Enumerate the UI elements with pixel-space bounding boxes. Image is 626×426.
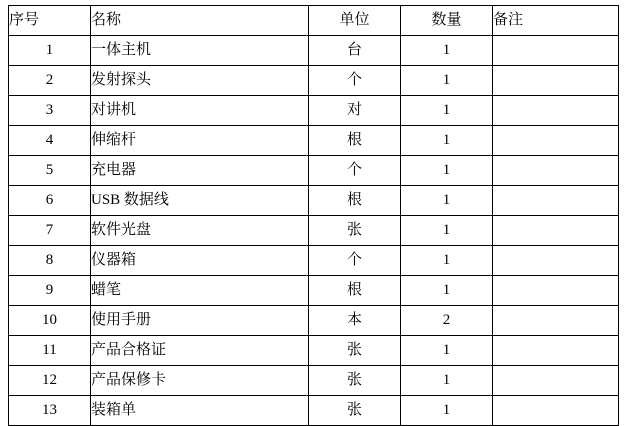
cell-name: 仪器箱 — [91, 246, 309, 276]
table-header-row — [9, 6, 619, 36]
cell-unit: 本 — [309, 306, 401, 336]
cell-name: 软件光盘 — [91, 216, 309, 246]
cell-name: 伸缩杆 — [91, 126, 309, 156]
cell-note — [493, 396, 619, 426]
cell-index: 1 — [9, 36, 91, 66]
cell-name: 装箱单 — [91, 396, 309, 426]
cell-unit: 个 — [309, 66, 401, 96]
cell-unit: 对 — [309, 96, 401, 126]
table-row — [9, 366, 619, 396]
cell-index: 10 — [9, 306, 91, 336]
cell-qty: 1 — [401, 216, 493, 246]
cell-note — [493, 126, 619, 156]
column-header-name: 名称 — [91, 6, 309, 36]
table-row — [9, 156, 619, 186]
cell-name: USB 数据线 — [91, 186, 309, 216]
table-row — [9, 66, 619, 96]
cell-name: 充电器 — [91, 156, 309, 186]
cell-qty: 1 — [401, 246, 493, 276]
cell-qty: 1 — [401, 156, 493, 186]
cell-index: 11 — [9, 336, 91, 366]
cell-qty: 1 — [401, 96, 493, 126]
table-row — [9, 36, 619, 66]
cell-name: 使用手册 — [91, 306, 309, 336]
cell-note — [493, 246, 619, 276]
cell-index: 6 — [9, 186, 91, 216]
cell-index: 5 — [9, 156, 91, 186]
cell-note — [493, 96, 619, 126]
cell-name: 一体主机 — [91, 36, 309, 66]
cell-index: 4 — [9, 126, 91, 156]
table-row — [9, 306, 619, 336]
cell-qty: 1 — [401, 186, 493, 216]
table-row — [9, 276, 619, 306]
cell-unit: 张 — [309, 396, 401, 426]
cell-note — [493, 306, 619, 336]
column-header-index: 序号 — [9, 6, 91, 36]
cell-unit: 个 — [309, 246, 401, 276]
cell-index: 9 — [9, 276, 91, 306]
table-row — [9, 336, 619, 366]
table-row — [9, 396, 619, 426]
cell-qty: 1 — [401, 276, 493, 306]
cell-name: 产品保修卡 — [91, 366, 309, 396]
cell-index: 3 — [9, 96, 91, 126]
cell-qty: 1 — [401, 66, 493, 96]
table-row — [9, 96, 619, 126]
cell-name: 蜡笔 — [91, 276, 309, 306]
column-header-unit: 单位 — [309, 6, 401, 36]
cell-index: 13 — [9, 396, 91, 426]
column-header-note: 备注 — [493, 6, 619, 36]
table-row — [9, 126, 619, 156]
cell-qty: 1 — [401, 36, 493, 66]
cell-unit: 个 — [309, 156, 401, 186]
cell-index: 2 — [9, 66, 91, 96]
cell-unit: 张 — [309, 366, 401, 396]
cell-name: 对讲机 — [91, 96, 309, 126]
cell-unit: 台 — [309, 36, 401, 66]
cell-note — [493, 276, 619, 306]
cell-qty: 1 — [401, 396, 493, 426]
cell-unit: 张 — [309, 336, 401, 366]
cell-note — [493, 216, 619, 246]
cell-qty: 2 — [401, 306, 493, 336]
cell-note — [493, 156, 619, 186]
cell-unit: 根 — [309, 126, 401, 156]
packing-list-table — [8, 5, 619, 426]
cell-index: 12 — [9, 366, 91, 396]
cell-note — [493, 336, 619, 366]
cell-name: 发射探头 — [91, 66, 309, 96]
column-header-qty: 数量 — [401, 6, 493, 36]
table-row — [9, 246, 619, 276]
cell-unit: 根 — [309, 276, 401, 306]
cell-qty: 1 — [401, 336, 493, 366]
cell-unit: 张 — [309, 216, 401, 246]
cell-qty: 1 — [401, 366, 493, 396]
table-row — [9, 216, 619, 246]
cell-unit: 根 — [309, 186, 401, 216]
table-row — [9, 186, 619, 216]
cell-index: 7 — [9, 216, 91, 246]
cell-index: 8 — [9, 246, 91, 276]
cell-note — [493, 36, 619, 66]
table-body — [9, 6, 619, 426]
cell-name: 产品合格证 — [91, 336, 309, 366]
cell-note — [493, 66, 619, 96]
cell-note — [493, 366, 619, 396]
cell-qty: 1 — [401, 126, 493, 156]
cell-note — [493, 186, 619, 216]
